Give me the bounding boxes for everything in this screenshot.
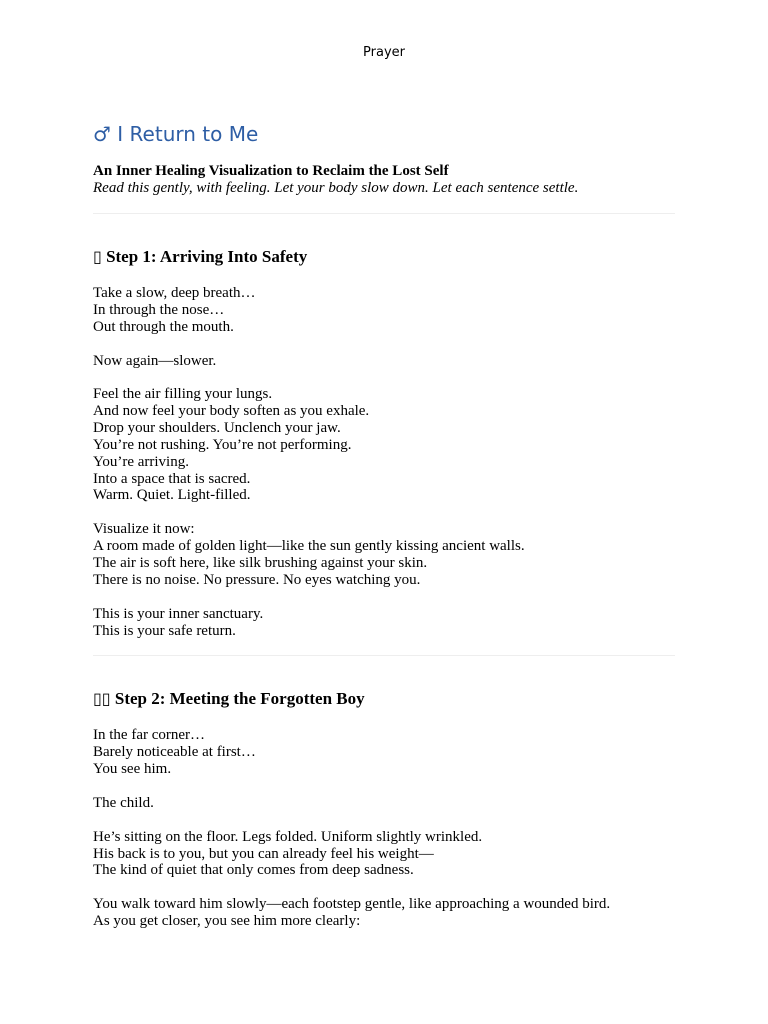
step-title: Step 2: Meeting the Forgotten Boy [114,689,365,709]
paragraph [93,727,675,778]
missing-glyph-icon: ▯ [93,247,102,266]
paragraph [93,353,675,370]
text-line: Take a slow, deep breath… [93,285,256,301]
text-line: The kind of quiet that only comes from deep sadness. [93,862,414,879]
text-line: He’s sitting on the floor. Legs folded. Uniform slightly wrinkled. [93,828,483,845]
text-line: And now feel your body soften as you exhale. [93,403,370,420]
document-title: ♂ I Return to Me [93,122,259,146]
text-line: A room made of golden light—like the sun gently kissing ancient walls. [93,538,525,555]
text-line: Out through the mouth. [93,318,234,335]
text-line: There is no noise. No pressure. No eyes watching you. [93,571,421,588]
section-divider [93,655,675,656]
text-line: Drop your shoulders. Unclench your jaw. [93,420,341,437]
text-line: This is your inner sanctuary. [93,605,264,622]
text-line: You see him. [93,761,172,778]
text-line: In through the nose… [93,301,225,318]
text-line: You’re not rushing. You’re not performing. [93,436,352,453]
text-line: The child. [93,794,154,811]
section-divider [93,213,675,214]
text-line: You walk toward him slowly—each footstep gentle, like approaching a wounded bird. [93,896,611,913]
text-line: Visualize it now: [93,521,195,538]
text-line: In the far corner… [93,727,206,744]
running-header: Prayer [363,45,405,60]
missing-glyph-icon: ▯▯ [93,689,111,709]
paragraph [93,896,675,930]
paragraph [93,606,675,640]
step-heading [93,689,675,709]
text-line: As you get closer, you see him more clearly: [93,913,361,930]
document-body [93,121,675,930]
reading-instruction: Read this gently, with feeling. Let your body slow down. Let each sentence settle. [93,180,579,196]
text-line: Feel the air filling your lungs. [93,386,273,403]
step-title: Step 1: Arriving Into Safety [106,247,308,266]
text-line: The air is soft here, like silk brushing against your skin. [93,554,428,571]
paragraph [93,386,675,504]
text-line: This is your safe return. [93,622,236,639]
text-line: Barely noticeable at first… [93,744,256,761]
paragraph [93,829,675,880]
document-subtitle: An Inner Healing Visualization to Reclaim the Lost Self [93,163,449,179]
paragraph [93,795,675,812]
text-line: Into a space that is sacred. [93,470,251,487]
text-line: Now again—slower. [93,352,217,369]
text-line: His back is to you, but you can already feel his weight— [93,845,434,862]
step-heading [93,247,675,267]
step-section [93,247,675,639]
paragraph [93,285,675,336]
text-line: You’re arriving. [93,453,189,470]
text-line: Warm. Quiet. Light-filled. [93,487,251,504]
step-section [93,689,675,930]
paragraph [93,521,675,588]
